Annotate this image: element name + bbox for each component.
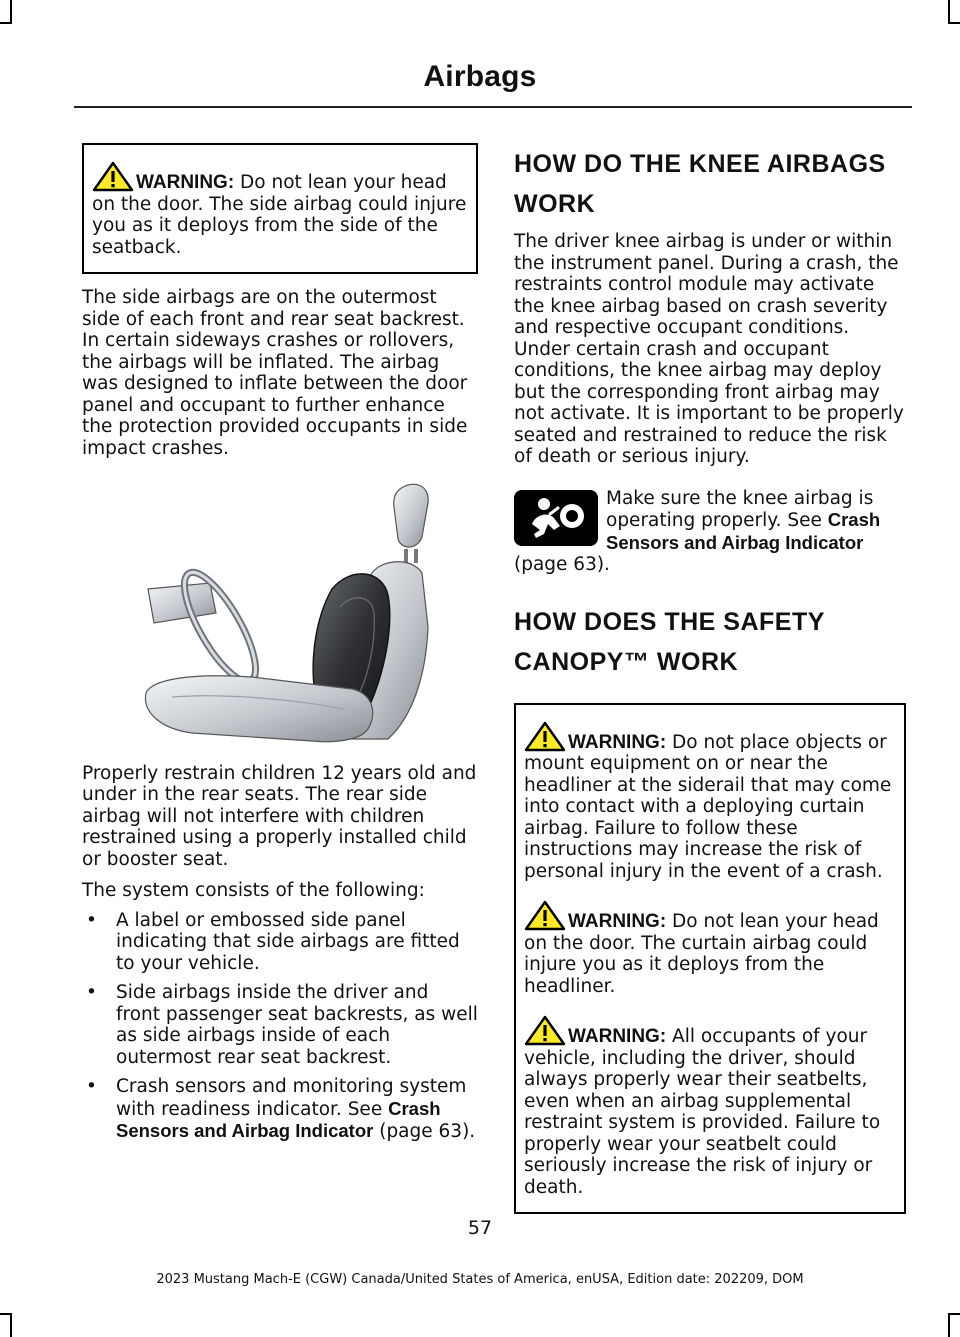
system-intro: The system consists of the following: bbox=[82, 880, 425, 901]
crop-mark bbox=[948, 1313, 950, 1337]
list-item: • A label or embossed side panel indicating that side airbags are fitted to your vehicle. bbox=[82, 910, 478, 975]
warning-label: WARNING: bbox=[568, 911, 667, 932]
airbag-indicator-icon bbox=[514, 490, 598, 546]
crop-mark bbox=[948, 1313, 960, 1315]
footer-text: 2023 Mustang Mach-E (CGW) Canada/United States of America, enUSA, Edition date: 202209, DOM bbox=[156, 1272, 804, 1287]
crop-mark bbox=[10, 1313, 12, 1337]
crop-mark bbox=[0, 22, 12, 24]
warning-text: Do not place objects or mount equipment on or near the headliner at the siderail that may come into contact with a deploying curtain airbag. Failure to follow these instructions may increase the risk of personal injury in the event of a crash. bbox=[524, 731, 892, 882]
crash-sensors-link[interactable]: Crash Sensors and Airbag Indicator bbox=[606, 509, 881, 553]
warning-triangle-icon bbox=[524, 1015, 566, 1046]
warning-triangle-icon bbox=[92, 161, 134, 192]
right-column bbox=[514, 148, 906, 1214]
warning-triangle-icon bbox=[524, 900, 566, 931]
warning-item bbox=[524, 1015, 896, 1198]
warning-item bbox=[524, 900, 896, 997]
warning-text: All occupants of your vehicle, including the driver, should always properly wear their seatbelts, even when an airbag supplemental restraint system is provided. Failure to properly wear your seatbelt could seriously increase the risk of injury or death. bbox=[524, 1026, 881, 1198]
warning-box bbox=[82, 143, 478, 274]
warning-label: WARNING: bbox=[136, 172, 235, 193]
warning-label: WARNING: bbox=[568, 1026, 667, 1047]
crop-mark bbox=[948, 0, 950, 24]
knee-airbag-note: Make sure the knee airbag is operating properly. See Crash Sensors and Airbag Indicator (page 63). bbox=[514, 487, 881, 575]
knee-airbag-paragraph: The driver knee airbag is under or within the instrument panel. During a crash, the restraints control module may activate the knee airbag based on crash severity and respective occupant conditions. Under certain crash and occupant conditions, the knee airbag may deploy but the corresponding front airbag may not activate. It is important to be properly seated and restrained to reduce the risk of death or serious injury. bbox=[514, 231, 904, 467]
warning-item bbox=[524, 721, 896, 883]
knee-note-text: Make sure the knee airbag is operating properly. See bbox=[606, 487, 874, 531]
list-item: • Side airbags inside the driver and front passenger seat backrests, as well as side airbags inside of each outermost rear seat backrest. bbox=[82, 982, 478, 1068]
header-rule bbox=[74, 106, 912, 108]
page-title: Airbags bbox=[423, 60, 537, 93]
warning-label: WARNING: bbox=[568, 731, 667, 753]
list-item: • Crash sensors and monitoring system with readiness indicator. See Crash Sensors and Airbag Indicator (page 63). bbox=[82, 1076, 478, 1143]
page-number: 57 bbox=[467, 1217, 493, 1239]
warning-triangle-icon bbox=[524, 721, 566, 752]
left-column bbox=[82, 143, 478, 1151]
warning-text: Do not lean your head on the door. The curtain airbag could injure you as it deploys from the headliner. bbox=[524, 911, 879, 997]
system-components-list bbox=[82, 910, 478, 1143]
crop-mark bbox=[948, 22, 960, 24]
side-airbag-seat-illustration bbox=[82, 477, 478, 747]
crash-sensors-link[interactable]: Crash Sensors and Airbag Indicator bbox=[116, 1097, 441, 1141]
crop-mark bbox=[10, 0, 12, 24]
warning-item bbox=[92, 161, 468, 258]
warning-text: Do not lean your head on the door. The side airbag could injure you as it deploys from the side of the seatback. bbox=[92, 172, 467, 258]
knee-airbags-heading: HOW DO THE KNEE AIRBAGS WORK bbox=[514, 150, 886, 218]
crop-mark bbox=[0, 1313, 12, 1315]
safety-canopy-heading: HOW DOES THE SAFETY CANOPY™ WORK bbox=[514, 607, 825, 676]
side-airbag-paragraph: The side airbags are on the outermost side of each front and rear seat backrest. In certain sideways crashes or rollovers, the airbags will be inflated. The airbag was designed to inflate between the door panel and occupant to further enhance the protection provided occupants in side impact crashes. bbox=[82, 287, 468, 459]
warning-box bbox=[514, 703, 906, 1215]
children-restraint-paragraph: Properly restrain children 12 years old and under in the rear seats. The rear side airbag will not interfere with children restrained using a properly installed child or booster seat. bbox=[82, 762, 477, 870]
